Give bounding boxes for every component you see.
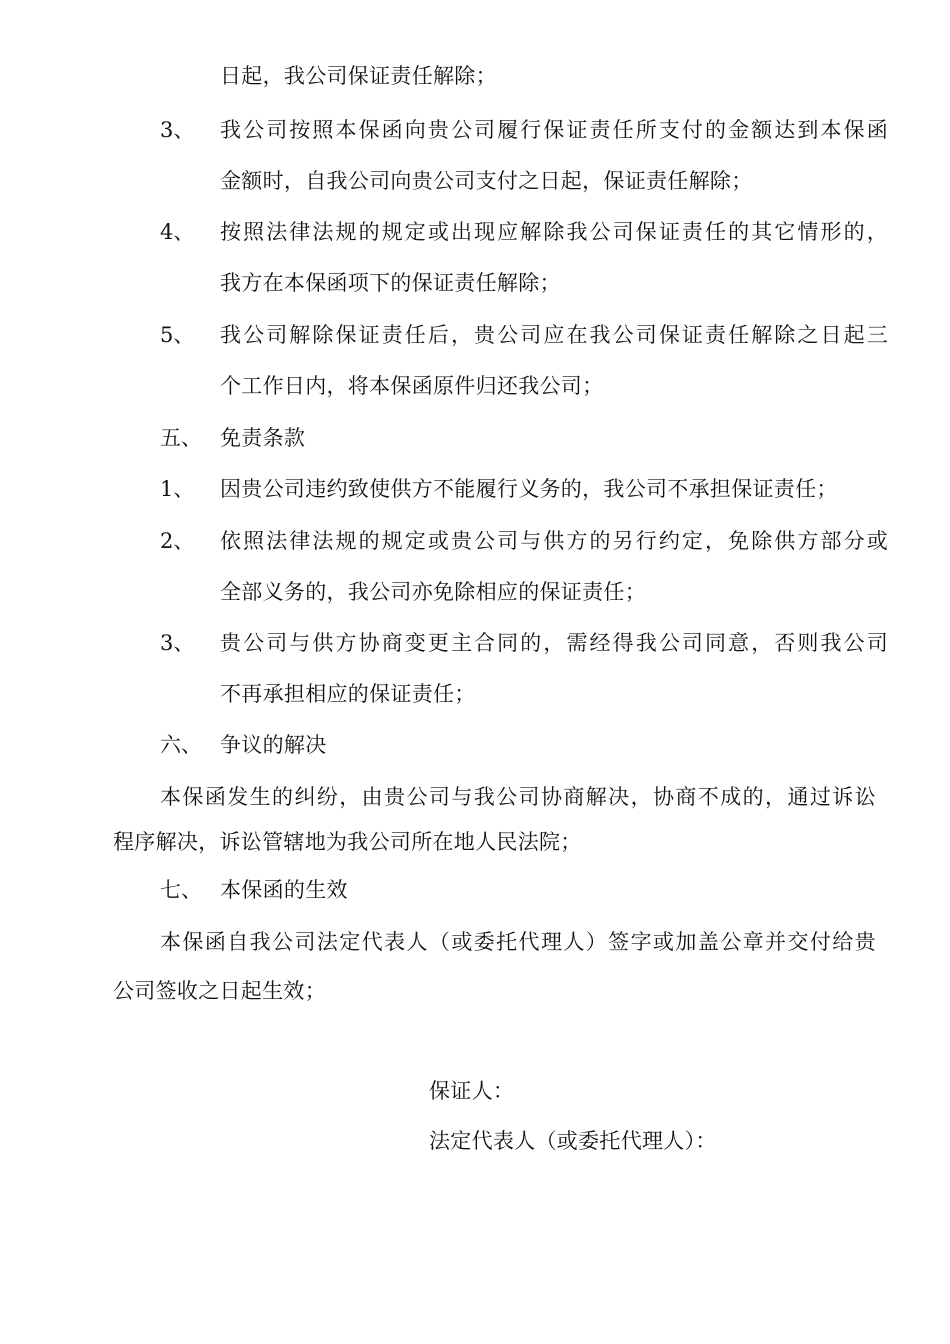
clause-4-4-line-1: 按照法律法规的规定或出现应解除我公司保证责任的其它情形的， xyxy=(220,220,888,244)
signature-legal-representative-label: 法定代表人（或委托代理人）： xyxy=(429,1129,717,1153)
clause-4-3-line-1: 我公司按照本保函向贵公司履行保证责任所支付的金额达到本保函 xyxy=(220,118,888,142)
section-7-paragraph-line-2: 公司签收之日起生效； xyxy=(113,979,326,1003)
clause-5-3-line-2: 不再承担相应的保证责任； xyxy=(220,682,476,706)
clause-4-2-continuation: 日起，我公司保证责任解除； xyxy=(220,64,497,88)
clause-4-5-line-1: 我公司解除保证责任后，贵公司应在我公司保证责任解除之日起三 xyxy=(220,323,888,347)
section-7-number: 七、 xyxy=(160,878,202,902)
clause-5-3-number: 3、 xyxy=(160,631,195,655)
clause-5-1-number: 1、 xyxy=(160,477,195,501)
clause-5-2-number: 2、 xyxy=(160,529,195,553)
clause-5-2-line-1: 依照法律法规的规定或贵公司与供方的另行约定，免除供方部分或 xyxy=(220,529,888,553)
clause-5-1-text: 因贵公司违约致使供方不能履行义务的，我公司不承担保证责任； xyxy=(220,477,838,501)
section-5-title: 免责条款 xyxy=(220,426,306,450)
clause-4-4-number: 4、 xyxy=(160,220,195,244)
section-6-number: 六、 xyxy=(160,733,202,757)
section-7-title: 本保函的生效 xyxy=(220,878,348,902)
clause-5-2-line-2: 全部义务的，我公司亦免除相应的保证责任； xyxy=(220,580,646,604)
clause-5-3-line-1: 贵公司与供方协商变更主合同的，需经得我公司同意，否则我公司 xyxy=(220,631,888,655)
section-6-paragraph-line-2: 程序解决，诉讼管辖地为我公司所在地人民法院； xyxy=(113,830,582,854)
clause-4-5-line-2: 个工作日内，将本保函原件归还我公司； xyxy=(220,374,604,398)
clause-4-5-number: 5、 xyxy=(160,323,195,347)
clause-4-3-number: 3、 xyxy=(160,118,195,142)
clause-4-3-line-2: 金额时，自我公司向贵公司支付之日起，保证责任解除； xyxy=(220,169,753,193)
section-6-title: 争议的解决 xyxy=(220,733,327,757)
section-7-paragraph-line-1: 本保函自我公司法定代表人（或委托代理人）签字或加盖公章并交付给贵 xyxy=(160,930,876,954)
signature-guarantor-label: 保证人： xyxy=(429,1079,515,1103)
section-5-number: 五、 xyxy=(160,426,202,450)
clause-4-4-line-2: 我方在本保函项下的保证责任解除； xyxy=(220,271,561,295)
section-6-paragraph-line-1: 本保函发生的纠纷，由贵公司与我公司协商解决，协商不成的，通过诉讼 xyxy=(160,785,876,809)
